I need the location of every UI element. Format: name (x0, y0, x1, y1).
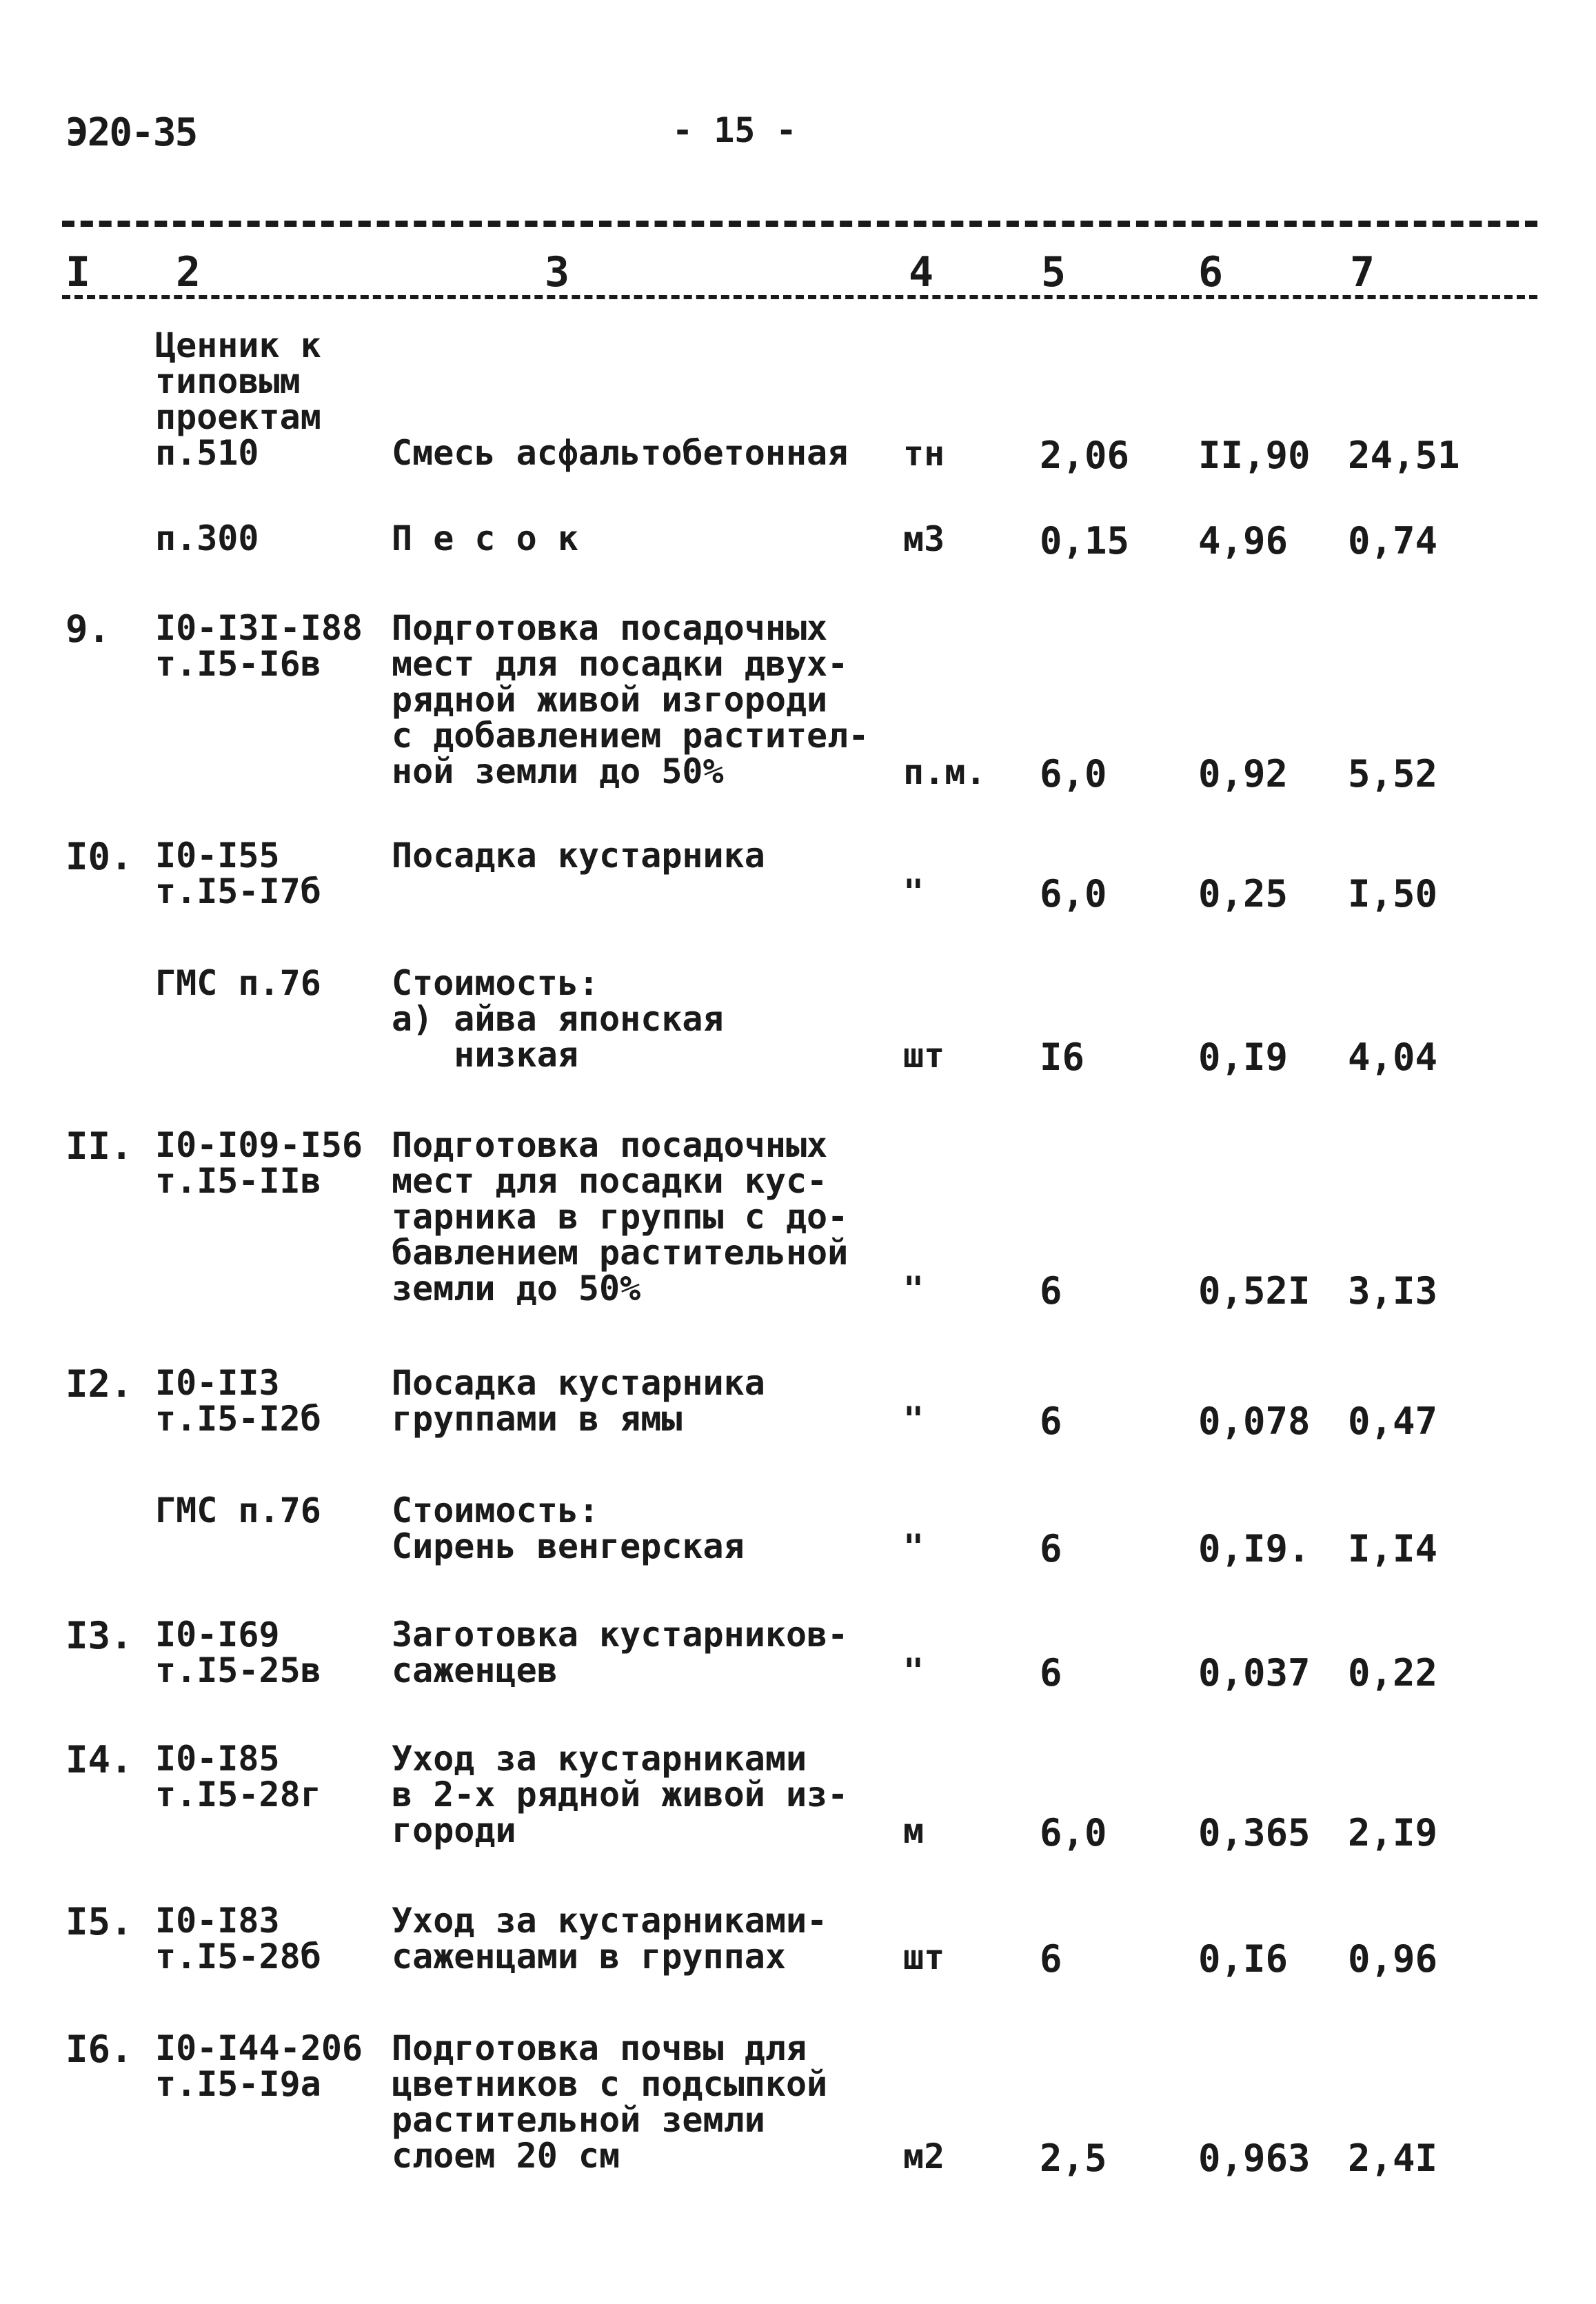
row-description (392, 1741, 848, 1848)
unit-cell: м (903, 1811, 925, 1851)
row-code-line: п.300 (155, 518, 259, 558)
total-cell: 2,I9 (1348, 1811, 1438, 1855)
unit-price-cell: 0,I6 (1198, 1937, 1289, 1981)
row-number: I6. (65, 2028, 133, 2071)
row-description-line: тарника в группы с до- (392, 1197, 849, 1237)
document-code: Э20-35 (65, 110, 197, 155)
total-cell: 0,96 (1348, 1937, 1438, 1981)
row-code (155, 838, 321, 909)
row-code (155, 1617, 321, 1688)
row-description-line: бавлением растительной (392, 1233, 849, 1273)
row-code-line: т.I5-I7б (155, 871, 321, 911)
quantity-cell: 2,06 (1040, 434, 1130, 477)
unit-price-cell: 0,52I (1198, 1269, 1311, 1313)
row-description (392, 1901, 828, 1977)
row-description-line: земли до 50% (392, 1269, 641, 1308)
row-description-line: Подготовка почвы для (392, 2028, 807, 2068)
unit-price-cell: II,90 (1198, 434, 1311, 477)
row-code (155, 965, 321, 1001)
row-description-line: Стоимость: (392, 963, 600, 1003)
row-code-line: I0-I3I-I88 (155, 608, 363, 648)
row-description (392, 435, 848, 471)
column-number: 6 (1198, 248, 1224, 296)
quantity-cell: 6,0 (1040, 1811, 1107, 1855)
row-description (392, 1365, 765, 1437)
total-cell: I,50 (1348, 872, 1438, 916)
column-number: I (65, 248, 91, 296)
row-description-line: Посадка кустарника (392, 1363, 765, 1403)
unit-price-cell: 4,96 (1198, 519, 1289, 563)
quantity-cell: 6 (1040, 1269, 1062, 1313)
row-description-line: группами в ямы (392, 1399, 683, 1439)
total-cell: 24,51 (1348, 434, 1460, 477)
total-cell: I,I4 (1348, 1527, 1438, 1570)
column-number: 2 (176, 248, 201, 296)
row-description (392, 836, 765, 876)
quantity-cell: 6 (1040, 1651, 1062, 1695)
total-cell: 0,47 (1348, 1399, 1438, 1443)
column-number-underline (62, 295, 1537, 299)
unit-price-cell: 0,92 (1198, 752, 1289, 796)
unit-cell: " (903, 1269, 925, 1309)
row-code (155, 1901, 321, 1977)
row-description (392, 610, 869, 789)
row-code-line: типовым (155, 361, 301, 401)
row-description-line: низкая (392, 1035, 578, 1075)
row-code-line: т.I5-I2б (155, 1399, 321, 1439)
row-code-line: I0-I69 (155, 1615, 280, 1655)
row-description-line: в 2-х рядной живой из- (392, 1775, 849, 1815)
row-description-line: с добавлением растител- (392, 716, 869, 756)
row-description (392, 1617, 848, 1688)
row-number: I0. (65, 835, 133, 878)
unit-cell: м2 (903, 2136, 945, 2176)
row-description-line: Подготовка посадочных (392, 1125, 828, 1165)
row-description-line: рядной живой изгороди (392, 680, 828, 720)
row-code (155, 2030, 363, 2102)
quantity-cell: 6,0 (1040, 752, 1107, 796)
row-code-line: I0-I83 (155, 1901, 280, 1941)
total-cell: 0,22 (1348, 1651, 1438, 1695)
row-number: I2. (65, 1362, 133, 1406)
row-code (155, 518, 259, 558)
quantity-cell: 6 (1040, 1937, 1062, 1981)
row-code (155, 1127, 363, 1199)
row-code-line: ГМС п.76 (155, 1490, 321, 1530)
row-description-line: П е с о к (392, 518, 578, 558)
unit-cell: " (903, 1399, 925, 1439)
row-code-line: т.I5-28б (155, 1937, 321, 1977)
quantity-cell: 6 (1040, 1527, 1062, 1570)
row-code-line: т.I5-I6в (155, 644, 321, 684)
column-number: 4 (909, 248, 934, 296)
column-number: 7 (1350, 248, 1375, 296)
row-description-line: Заготовка кустарников- (392, 1615, 849, 1655)
row-description-line: цветников с подсыпкой (392, 2064, 828, 2104)
top-dashed-rule (62, 221, 1537, 227)
total-cell: 3,I3 (1348, 1269, 1438, 1313)
row-number: 9. (65, 607, 111, 651)
row-description-line: Уход за кустарниками (392, 1739, 807, 1779)
row-description-line: слоем 20 см (392, 2136, 620, 2176)
unit-cell: " (903, 1527, 925, 1567)
row-code (155, 1490, 321, 1530)
total-cell: 0,74 (1348, 519, 1438, 563)
total-cell: 5,52 (1348, 752, 1438, 796)
unit-price-cell: 0,963 (1198, 2136, 1311, 2180)
row-code-line: I0-I09-I56 (155, 1125, 363, 1165)
row-description-line: ной земли до 50% (392, 751, 724, 791)
row-code-line: т.I5-28г (155, 1775, 321, 1815)
row-description-line: саженцев (392, 1650, 558, 1690)
row-code (155, 610, 363, 682)
unit-cell: п.м. (903, 752, 987, 792)
row-description-line: а) айва японская (392, 999, 724, 1039)
row-code-line: т.I5-IIв (155, 1161, 321, 1201)
row-description-line: Посадка кустарника (392, 836, 765, 876)
row-description-line: городи (392, 1810, 516, 1850)
row-code-line: I0-I55 (155, 836, 280, 876)
row-description-line: Сирень венгерская (392, 1526, 745, 1566)
row-code-line: проектам (155, 397, 321, 437)
quantity-cell: 0,15 (1040, 519, 1130, 563)
row-code-line: т.I5-25в (155, 1650, 321, 1690)
row-description-line: мест для посадки кус- (392, 1161, 828, 1201)
row-code-line: I0-II3 (155, 1363, 280, 1403)
row-number: I3. (65, 1614, 133, 1657)
unit-cell: шт (903, 1937, 945, 1977)
unit-price-cell: 0,037 (1198, 1651, 1311, 1695)
row-code-line: Ценник к (155, 325, 321, 365)
row-description-line: Стоимость: (392, 1490, 600, 1530)
row-code-line: т.I5-I9а (155, 2064, 321, 2104)
total-cell: 2,4I (1348, 2136, 1438, 2180)
row-number: I5. (65, 1900, 133, 1943)
row-description-line: мест для посадки двух- (392, 644, 849, 684)
column-number: 3 (545, 248, 570, 296)
row-code-line: I0-I85 (155, 1739, 280, 1779)
quantity-cell: I6 (1040, 1035, 1085, 1079)
row-code-line: ГМС п.76 (155, 963, 321, 1003)
unit-cell: тн (903, 434, 945, 474)
column-number: 5 (1041, 248, 1067, 296)
unit-cell: шт (903, 1035, 945, 1075)
unit-price-cell: 0,I9. (1198, 1527, 1311, 1570)
row-description-line: Подготовка посадочных (392, 608, 828, 648)
row-description-line: саженцами в группах (392, 1937, 786, 1977)
row-code-line: I0-I44-206 (155, 2028, 363, 2068)
unit-cell: " (903, 1651, 925, 1691)
total-cell: 4,04 (1348, 1035, 1438, 1079)
quantity-cell: 2,5 (1040, 2136, 1107, 2180)
row-description-line: Уход за кустарниками- (392, 1901, 828, 1941)
quantity-cell: 6,0 (1040, 872, 1107, 916)
unit-price-cell: 0,25 (1198, 872, 1289, 916)
row-description-line: растительной земли (392, 2100, 765, 2140)
unit-cell: м3 (903, 519, 945, 559)
row-code (155, 327, 321, 471)
unit-price-cell: 0,I9 (1198, 1035, 1289, 1079)
row-code (155, 1365, 321, 1437)
row-code-line: п.510 (155, 433, 259, 473)
row-number: I4. (65, 1738, 133, 1781)
row-description (392, 2030, 827, 2174)
quantity-cell: 6 (1040, 1399, 1062, 1443)
row-description-line: Смесь асфальтобетонная (392, 433, 849, 473)
unit-cell: " (903, 872, 925, 912)
row-description (392, 1490, 745, 1566)
row-description (392, 518, 578, 558)
row-code (155, 1739, 321, 1815)
row-description (392, 1127, 848, 1306)
unit-price-cell: 0,078 (1198, 1399, 1311, 1443)
unit-price-cell: 0,365 (1198, 1811, 1311, 1855)
row-description (392, 965, 724, 1073)
page-number: - 15 - (672, 110, 797, 150)
row-number: II. (65, 1124, 133, 1168)
